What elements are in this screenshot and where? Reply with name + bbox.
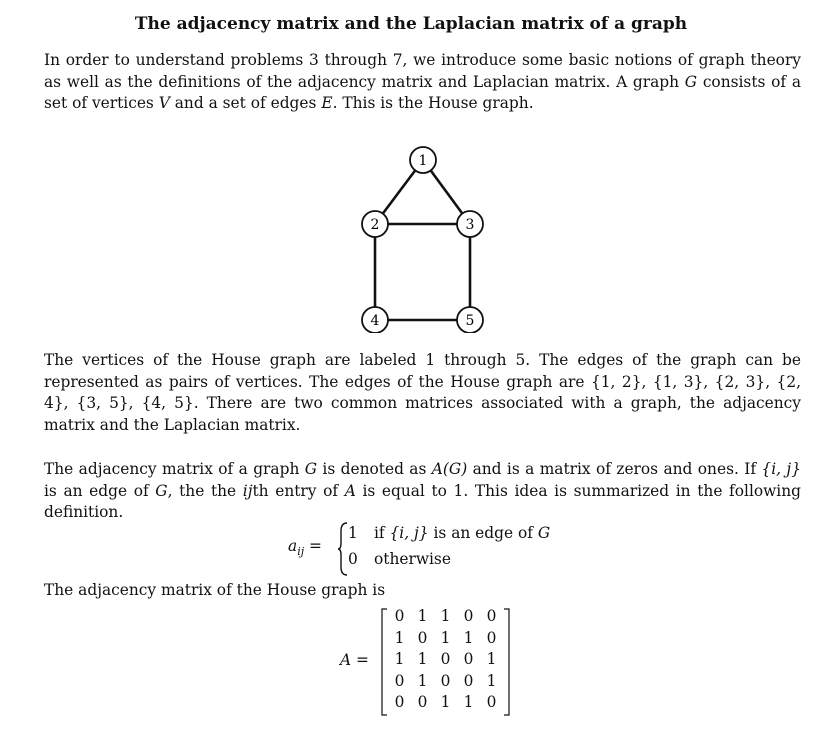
case-1-tail: is an edge of bbox=[428, 524, 538, 542]
adjacency-notation: A(G) bbox=[431, 460, 468, 478]
matrix-cell: 1 bbox=[394, 628, 405, 647]
matrix-cell: 1 bbox=[440, 628, 451, 647]
adjacency-definition bbox=[288, 521, 588, 577]
case-1-set: {i, j} bbox=[389, 524, 429, 542]
case-1-value: 1 bbox=[348, 524, 358, 542]
ij-symbol: ij bbox=[242, 481, 253, 500]
edge-list: {1, 2}, {1, 3}, {2, 3}, {2, 4}, {3, 5}, {4, 5} bbox=[44, 372, 802, 412]
entry-subscript: ij bbox=[297, 545, 305, 559]
case-2-value: 0 bbox=[348, 550, 358, 568]
vertex-label: 4 bbox=[370, 313, 380, 329]
matrix-cell: 0 bbox=[417, 693, 428, 711]
vertex-label: 1 bbox=[418, 153, 428, 169]
matrix-symbol: A bbox=[340, 651, 352, 669]
graph-vertex bbox=[362, 211, 388, 237]
graph-vertex bbox=[457, 307, 483, 333]
definition-lhs bbox=[288, 537, 322, 558]
intro-text-4: . This is the House graph. bbox=[332, 94, 534, 112]
matrix-cell: 1 bbox=[463, 693, 474, 711]
graph-vertex bbox=[410, 147, 436, 173]
case-2-text: otherwise bbox=[374, 550, 451, 568]
adj-text-7: is equal to 1. This idea is summarized in the following definition. bbox=[44, 481, 801, 521]
intro-text-3: and a set of edges bbox=[169, 94, 322, 112]
vertex-label: 2 bbox=[370, 217, 380, 233]
case-row-1 bbox=[348, 524, 550, 542]
entry-symbol: a bbox=[288, 537, 298, 555]
case-1-text: if bbox=[374, 524, 390, 542]
adj-text-5: , the the bbox=[167, 481, 243, 500]
matrix-cell: 1 bbox=[394, 650, 405, 668]
intro-text-2: consists of a set of vertices bbox=[44, 72, 801, 112]
matrix-cell: 0 bbox=[463, 671, 474, 690]
adj-text-3: and is a matrix of zeros and ones. If bbox=[467, 460, 762, 478]
matrix-cell: 0 bbox=[463, 650, 474, 668]
house-graph bbox=[355, 143, 495, 333]
vertex-label: 5 bbox=[465, 313, 475, 329]
equals-sign: = bbox=[351, 651, 369, 669]
graph-symbol: G bbox=[684, 72, 698, 91]
matrix-cell: 1 bbox=[417, 607, 428, 625]
matrix-grid bbox=[388, 607, 503, 715]
adj-text-1: The adjacency matrix of a graph bbox=[44, 460, 305, 478]
matrix-intro: The adjacency matrix of the House graph is bbox=[44, 581, 386, 599]
equals-sign: = bbox=[304, 537, 322, 555]
matrix-cell: 1 bbox=[440, 693, 451, 711]
left-bracket-icon bbox=[380, 607, 388, 717]
graph-vertex bbox=[362, 307, 388, 333]
matrix-cell: 0 bbox=[394, 607, 405, 625]
matrix-cell: 0 bbox=[440, 650, 451, 668]
graph-vertex bbox=[457, 211, 483, 237]
matrix-cell: 1 bbox=[486, 650, 497, 668]
vertices-text-1: The vertices of the House graph are labeled 1 through 5. The edges of the graph can be represented as pairs of vertices. The edges of the House graph are bbox=[44, 351, 801, 391]
vertices-text-2: . There are two common matrices associated with a graph, the adjacency matrix and the Laplacian matrix. bbox=[44, 394, 801, 434]
matrix-cell: 0 bbox=[440, 671, 451, 690]
vertices-paragraph bbox=[44, 350, 801, 436]
matrix-cell: 0 bbox=[486, 628, 497, 647]
matrix-symbol: A bbox=[344, 481, 356, 500]
intro-paragraph bbox=[44, 50, 801, 115]
adjacency-paragraph bbox=[44, 459, 801, 524]
matrix-cell: 1 bbox=[440, 607, 451, 625]
adj-text-4: is an edge of bbox=[44, 481, 156, 500]
edge-set-symbol: E bbox=[321, 94, 333, 112]
matrix-cell: 0 bbox=[486, 693, 497, 711]
matrix-cell: 0 bbox=[394, 693, 405, 711]
adj-text-2: is denoted as bbox=[317, 460, 432, 478]
matrix-cell: 0 bbox=[486, 607, 497, 625]
matrix-cell: 0 bbox=[463, 607, 474, 625]
right-bracket-icon bbox=[503, 607, 511, 717]
matrix-cell: 1 bbox=[486, 671, 497, 690]
matrix-cell: 0 bbox=[394, 671, 405, 690]
case-row-2 bbox=[348, 550, 451, 568]
adj-text-6: th entry of bbox=[252, 481, 345, 500]
matrix-cell: 1 bbox=[463, 628, 474, 647]
vertex-set-symbol: V bbox=[158, 94, 170, 112]
matrix-cell: 1 bbox=[417, 671, 428, 690]
edge-pair-symbol: {i, j} bbox=[761, 460, 801, 478]
matrix-lhs bbox=[340, 651, 369, 669]
matrix-cell: 0 bbox=[417, 628, 428, 647]
vertex-label: 3 bbox=[465, 217, 475, 233]
graph-symbol: G bbox=[304, 460, 318, 478]
matrix-cell: 1 bbox=[417, 650, 428, 668]
graph-symbol: G bbox=[155, 481, 168, 500]
page-title: The adjacency matrix and the Laplacian matrix of a graph bbox=[134, 14, 688, 34]
graph-symbol: G bbox=[537, 524, 551, 542]
intro-text-1: In order to understand problems 3 through 7, we introduce some basic notions of graph theory as well as the definitions of the adjacency matrix and Laplacian matrix. A graph bbox=[44, 51, 801, 91]
